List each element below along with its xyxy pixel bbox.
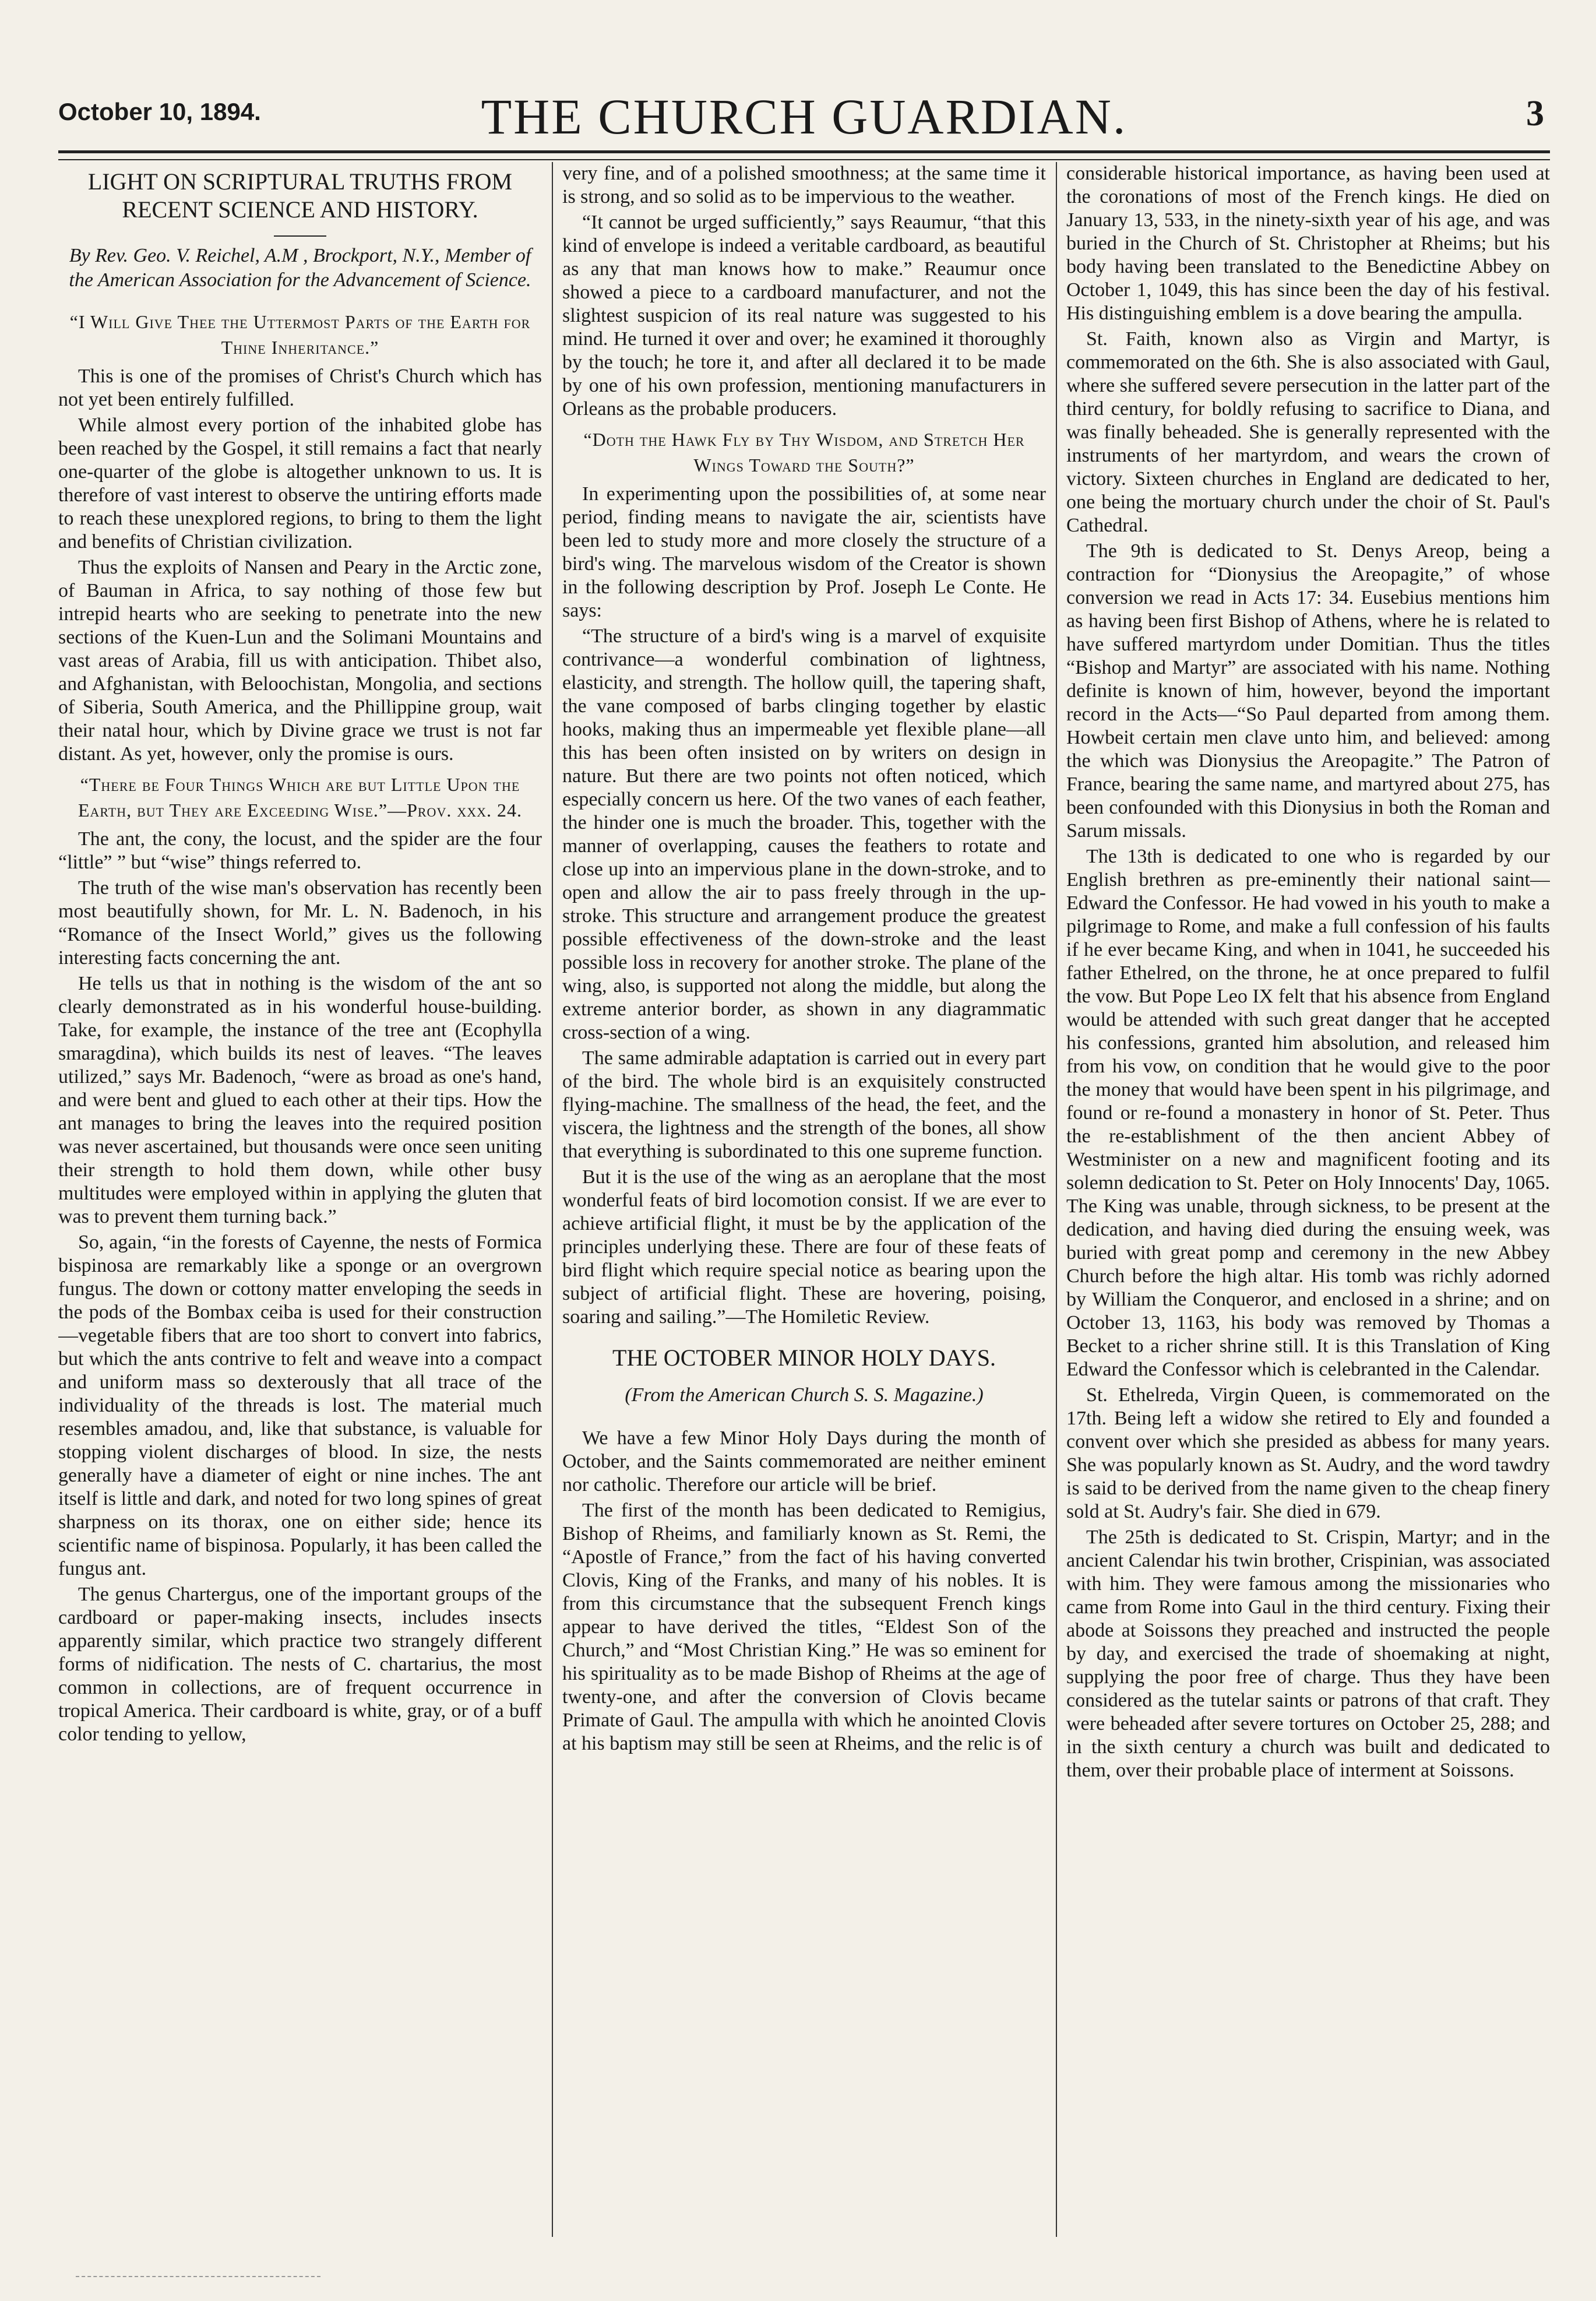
article-source: (From the American Church S. S. Magazine.) [625, 1384, 984, 1406]
paragraph: “The structure of a bird's wing is a marvel of exquisite contrivance—a wonderful combination of lightness, elasticity, and strength. The hollow quill, the tapering shaft, the vane composed of barbs clinging together by elastic hooks, making thus an impermeable yet flexible plane—all this has been often insisted on by writers on design in nature. But there are two points not often noticed, which especially concern us here. Of the two vanes of each feather, the hinder one is much the broader. This, together with the manner of overlapping, causes the feathers to rotate and close up into an impervious plane in the down-stroke, and to open and allow the air to pass freely through in the up-stroke. This structure and arrangement produce the greatest possible effectiveness of the down-stroke and the least possible loss in recovery for another stroke. The plane of the wing, also, is supported not along the middle, but along the extreme anterior border, as shown in any diagrammatic cross-section of a wing. [562, 625, 1046, 1043]
page-number: 3 [1526, 94, 1544, 133]
scripture-quote: “Doth the Hawk Fly by Thy Wisdom, and Stretch Her Wings Toward the South?” [583, 429, 1025, 476]
paragraph: “It cannot be urged sufficiently,” says Reaumur, “that this kind of envelope is indeed a veritable cardboard, as beautiful as any that man knows how to make.” Reaumur once showed a piece to a cardboard manufacturer, and not the slightest suspicion of its real nature was suggested to his mind. He turned it over and over; he examined it thoroughly by the touch; he tore it, and after all declared it to be made by one of his own profession, mentioning manufacturers in Orleans as the probable producers. [562, 212, 1046, 420]
issue-date: October 10, 1894. [58, 98, 261, 125]
paragraph: This is one of the promises of Christ's Church which has not yet been entirely fulfilled. [58, 365, 542, 410]
paragraph: The 13th is dedicated to one who is regarded by our English brethren as pre-eminently their national saint—Edward the Confessor. He had vowed in his youth to make a pilgrimage to Rome, and make a full confession of his faults if he ever became King, and when in 1041, he succeeded his father Ethelred, on the throne, he at once prepared to fulfil the vow. But Pope Leo IX felt that his absence from England would be attended with such great danger that he accepted his confessions, granted him absolution, and released him from his vow, on condition that he would give to the poor the money that would have been spent in his pilgrimage, and found or re-found a monastery in honor of St. Peter. Thus the re-establishment of the then ancient Abbey of Westminister on a new and magnificent footing and its solemn dedication to St. Peter on Holy Innocents' Day, 1065. The King was unable, through sickness, to be present at the dedication, and having died during the ensuing week, was buried with great pomp and ceremony in the new Abbey Church before the high altar. His tomb was richly adorned by William the Conqueror, and enclosed in a shrine; and on October 13, 1163, his body was removed by Thomas a Becket to a richer shrine still. It is this Translation of King Edward the Confessor which is celebranted in the Calendar. [1066, 846, 1550, 1380]
scripture-quote: “I Will Give Thee the Uttermost Parts of the Earth for Thine Inheritance.” [69, 311, 531, 358]
column-divider [1056, 162, 1057, 2237]
paragraph: St. Faith, known also as Virgin and Martyr, is commemorated on the 6th. She is also associated with Gaul, where she suffered severe persecution in the latter part of the third century, for boldly refusing to sacrifice to Diana, and was finally beheaded. She is generally represented with the instruments of her martyrdom, and wears the crown of victory. Sixteen churches in England are dedicated to her, one being the mortuary church under the choir of St. Paul's Cathedral. [1066, 328, 1550, 536]
paragraph: While almost every portion of the inhabited globe has been reached by the Gospel, it still remains a fact that nearly one-quarter of the globe is altogether unknown to us. It is therefore of vast interest to observe the untiring efforts made to reach these unexplored regions, to bring to them the light and benefits of Christian civilization. [58, 414, 542, 553]
paragraph: The ant, the cony, the locust, and the spider are the four “little” ” but “wise” things referred to. [58, 828, 542, 873]
paragraph: very fine, and of a polished smoothness; at the same time it is strong, and so solid as to be impervious to the weather. [562, 163, 1046, 207]
paragraph: We have a few Minor Holy Days during the month of October, and the Saints commemorated are neither eminent nor catholic. Therefore our article will be brief. [562, 1427, 1046, 1496]
paragraph: considerable historical importance, as having been used at the coronations of most of the French kings. He died on January 13, 533, in the ninety-sixth year of his age, and was buried in the Church of St. Christopher at Rheims; but his body having been translated to the Benedictine Abbey on October 1, 1049, this has since been the day of his festival. His distinguishing emblem is a dove bearing the ampulla. [1066, 163, 1550, 324]
paragraph: The 9th is dedicated to St. Denys Areop, being a contraction for “Dionysius the Areopagite,” of whose conversion we read in Acts 17: 34. Eusebius mentions him as having been first Bishop of Athens, where he is related to have suffered martyrdom under Domitian. Thus the titles “Bishop and Martyr” are associated with his name. Nothing definite is known of him, however, beyond the important record in the Acts—“So Paul departed from among them. Howbeit certain men clave unto him, and believed: among the which was Dionysius the Areopagite.” The Patron of France, bearing the same name, and martyred about 275, has been confounded with this Dionysius in both the Roman and Sarum missals. [1066, 540, 1550, 842]
column-3 [1066, 162, 1550, 2260]
article-heading: LIGHT ON SCRIPTURAL TRUTHS FROM RECENT SCIENCE AND HISTORY. [87, 168, 513, 223]
masthead-rule [58, 150, 1550, 160]
column-2 [562, 162, 1046, 2260]
paragraph: So, again, “in the forests of Cayenne, the nests of Formica bispinosa are remarkably like a sponge or an overgrown fungus. The down or cottony matter enveloping the seeds in the pods of the Bombax ceiba is used for their construction—vegetable fibers that are too short to convert into fabrics, but which the ants contrive to felt and weave into a compact and uniform mass so dexterously that all trace of the individuality of the threads is lost. The material much resembles amadou, and, like that substance, is valuable for stopping violent discharges of blood. In size, the nests generally have a diameter of eight or nine inches. The ant itself is little and dark, and noted for two long spines of great sharpness on its thorax, one on either side; hence its scientific name of bispinosa. Popularly, it has been called the fungus ant. [58, 1232, 542, 1579]
paragraph: But it is the use of the wing as an aeroplane that the most wonderful feats of bird locomotion consist. If we are ever to achieve artificial flight, it must be by the application of the principles underlying these. There are four of these feats of bird flight which require special notice as bearing upon the subject of artificial flight. These are hovering, poising, soaring and sailing.”—The Homiletic Review. [562, 1166, 1046, 1328]
article-heading: THE OCTOBER MINOR HOLY DAYS. [612, 1345, 996, 1371]
paragraph: St. Ethelreda, Virgin Queen, is commemorated on the 17th. Being left a widow she retired to Ely and founded a convent over which she presided as abbess for many years. She was popularly known as St. Audry, and the word tawdry is said to be derived from the name given to the cheap finery sold at St. Audry's fair. She died in 679. [1066, 1384, 1550, 1522]
paragraph: The 25th is dedicated to St. Crispin, Martyr; and in the ancient Calendar his twin brother, Crispinian, was associated with him. They were famous among the missionaries who came from Rome into Gaul in the third century. Fixing their abode at Soissons they preached and instructed the people by day, and exercised the trade of shoemaking at night, supplying the poor free of charge. Thus they have been considered as the tutelar saints or patrons of that craft. They were beheaded after severe tortures on October 25, 288; and in the sixth century a church was built and dedicated to them, over their probable place of interment at Soissons. [1066, 1526, 1550, 1781]
masthead [58, 87, 1550, 152]
paragraph: In experimenting upon the possibilities of, at some near period, finding means to navigate the air, scientists have been led to study more and more closely the structure of a bird's wing. The marvelous wisdom of the Creator is shown in the following description by Prof. Joseph Le Conte. He says: [562, 483, 1046, 621]
paragraph: The truth of the wise man's observation has recently been most beautifully shown, for Mr. L. N. Badenoch, in his “Romance of the Insect World,” gives us the following interesting facts concerning the ant. [58, 877, 542, 969]
paragraph: He tells us that in nothing is the wisdom of the ant so clearly demonstrated as in his wonderful house-building. Take, for example, the instance of the tree ant (Ecophylla smaragdina), which builds its nest of leaves. “The leaves utilized,” says Mr. Badenoch, “were as broad as one's hand, and were bent and glued to each other at their tips. How the ant manages to bring the leaves into the required position was never ascertained, but thousands were once seen uniting their strength to hold them down, while other busy multitudes were employed within in applying the gluten that was to prevent them turning back.” [58, 973, 542, 1227]
paragraph: Thus the exploits of Nansen and Peary in the Arctic zone, of Bauman in Africa, to say nothing of those few but intrepid hearts who are seeking to penetrate into the new sections of the Kuen-Lun and the Solimani Mountains and vast areas of Arabia, fill us with anticipation. Thibet also, and Afghanistan, with Beloochistan, Mongolia, and sections of Siberia, South America, and the Phillippine group, wait their natal hour, which by Divine grace we trust is not far distant. As yet, however, only the promise is ours. [58, 557, 542, 765]
newspaper-title: THE CHURCH GUARDIAN. [481, 89, 1128, 145]
scripture-quote: “There be Four Things Which are but Little Upon the Earth, but They are Exceeding Wise.”—Prov. xxx. 24. [77, 774, 522, 821]
paragraph: The genus Chartergus, one of the important groups of the cardboard or paper-making insects, includes insects apparently similar, which practice two strangely different forms of nidification. The nests of C. chartarius, the most common in collections, are of frequent occurrence in tropical America. Their cardboard is white, gray, or of a buff color tending to yellow, [58, 1584, 542, 1745]
paragraph: The same admirable adaptation is carried out in every part of the bird. The whole bird is an exquisitely constructed flying-machine. The smallness of the head, the feet, and the viscera, the lightness and the strength of the bones, all show that everything is subordinated to this one supreme function. [562, 1047, 1046, 1162]
column-divider [552, 162, 553, 2237]
article-byline: By Rev. Geo. V. Reichel, A.M , Brockport, N.Y., Member of the American Association for the Advancement of Science. [69, 245, 531, 291]
column-1 [58, 162, 542, 2260]
footer-rule [76, 2276, 320, 2277]
paragraph: The first of the month has been dedicated to Remigius, Bishop of Rheims, and familiarly known as St. Remi, the “Apostle of France,” from the fact of his having converted Clovis, King of the Franks, and many of his nobles. It is from this circumstance that the subsequent French kings appear to have derived the titles, “Eldest Son of the Church,” and “Most Christian King.” He was so eminent for his spirituality as to be made Bishop of Rheims at the age of twenty-one, and after the conversion of Clovis became Primate of Gaul. The ampulla with which he anointed Clovis at his baptism may still be seen at Rheims, and the relic is of [562, 1500, 1046, 1754]
heading-rule [274, 235, 326, 237]
